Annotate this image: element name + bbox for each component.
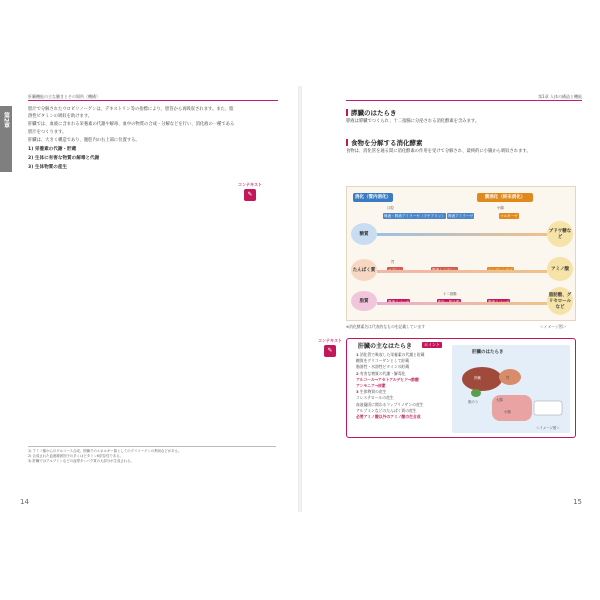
product-node: ブドウ糖など: [547, 221, 573, 247]
list-item: 2 有害な物質の代謝・解毒化: [356, 370, 406, 376]
left-body-text: [28, 106, 236, 173]
illustration-title: 肝臓のはたらき: [472, 350, 504, 355]
diagram-caption: ※消化酵素名は代表的なものを記載しています: [346, 324, 426, 329]
list-subitem: アンモニア→尿素: [356, 383, 386, 389]
context-note[interactable]: [238, 182, 262, 206]
flow-arrow: [377, 302, 547, 305]
organ-label: 胆のう: [468, 400, 479, 404]
section-title-pancreas: [346, 108, 397, 117]
paragraph: 肝臓は、大きく構造であり、腹腔内の右上部に位置する。: [28, 137, 140, 143]
left-page: [0, 86, 298, 512]
enzyme-box: 唾液・膵液アミラーゼ（プチアリン）: [384, 214, 445, 218]
context-note-label: コンテキスト: [318, 338, 342, 343]
organ-label: 大腸: [496, 398, 503, 402]
organ-label: 十二指腸: [443, 292, 457, 296]
footnote: 2) 合成された血液凝固因子の多くはビタミンK依存性である。: [28, 454, 123, 459]
list-subitem: アルブミンなどのたんぱく質の産生: [356, 407, 417, 413]
organ-label: 小腸: [504, 410, 511, 414]
paragraph: 胆汁で分解されたウロビリノーゲンは、デキストリン等の指標により、胆管から再吸収されます。また、脂溶性ビタミンの吸収を助けます。: [28, 107, 234, 120]
title-bar: [346, 139, 348, 146]
section-title-text: 膵臓のはたらき: [351, 109, 397, 117]
liver-function-list: [356, 352, 456, 420]
chapter-tab[interactable]: [0, 106, 12, 172]
page-number-right: 15: [573, 498, 582, 506]
section-text-pancreas: [346, 118, 576, 126]
paragraph: 食物は、消化管を通る間に消化酵素の作用を受けて分解され、最終的に小腸から吸収されます。: [346, 149, 531, 154]
context-note[interactable]: [318, 338, 342, 362]
header-rule: [346, 100, 582, 101]
footnote: 1) アミノ酸からのグルコース合成、肝臓でのエネルギー源としてのグリコーゲンの利用などがある。: [28, 449, 182, 453]
subheading: 2) 生体に有害な物質の解毒と代謝: [28, 156, 100, 162]
list-subitem: アルコール→アセトアルデヒド→酢酸: [356, 376, 419, 382]
organ-label: 胃: [391, 260, 395, 264]
organ-label: 口腔: [387, 206, 394, 210]
flow-arrow: [377, 270, 547, 273]
liver-illustration: [452, 345, 570, 433]
illustration-note: ＜イメージ図＞: [536, 426, 560, 430]
context-note-label: コンテキスト: [238, 182, 262, 187]
stomach-shape: [499, 369, 521, 385]
section-text-enzymes: [346, 148, 576, 156]
list-item: 1 消化管で吸収した栄養素の代謝と貯蔵: [356, 352, 425, 357]
header-rule: [28, 100, 278, 101]
paragraph: 膵液は膵臓でつくられ、十二指腸に分泌される消化酵素を含みます。: [346, 119, 480, 124]
nutrient-node: 脂質: [351, 291, 377, 311]
organ-label: 小腸: [497, 206, 504, 210]
section-title-enzymes: [346, 138, 423, 147]
flow-arrow: [377, 233, 547, 236]
callout-box: [534, 401, 562, 415]
enzyme-box: マルターゼ: [500, 214, 518, 218]
gallbladder-shape: [471, 389, 481, 397]
list-subitem: コレステロールの産生: [356, 395, 394, 401]
footnote: 3) 肝臓ではアルブミンなどの血漿タンパク質の大部分が生成される。: [28, 459, 134, 464]
product-node: 脂肪酸、グリセロールなど: [547, 287, 573, 315]
list-subitem: 血液凝固に関わるフィブリノゲンの産生: [356, 401, 424, 407]
page-number-left: 14: [20, 498, 29, 506]
liver-shape: [462, 367, 502, 391]
diagram-credit: ＜イメージ図＞: [540, 324, 567, 329]
list-subitem: 糖質をグリコーゲンとして貯蔵: [356, 358, 410, 364]
note-icon: ✎: [324, 345, 336, 357]
nutrient-node: 糖質: [351, 223, 377, 245]
diagram-header: 消化（管内消化）: [355, 195, 391, 200]
diagram-header: 膜消化（終末消化）: [477, 193, 533, 202]
list-subitem: 脂溶性・水溶性ビタミンの貯蔵: [356, 364, 410, 370]
enzyme-box: 膵液アミラーゼ: [448, 214, 474, 218]
subheading: 3) 生体物質の産生: [28, 165, 68, 171]
organ-label: 胃: [506, 376, 510, 380]
running-head-right: 第1章 人体の構造と機能: [538, 94, 582, 99]
note-icon: ✎: [244, 189, 256, 201]
digestive-organs-graphic: [452, 345, 570, 433]
product-node: アミノ酸: [547, 257, 573, 281]
digestion-diagram: [346, 186, 576, 321]
liver-box-title: 肝臓の主なはたらき: [358, 343, 413, 350]
section-title-text: 食物を分解する消化酵素: [351, 139, 423, 147]
list-item: 3 生体物質の産生: [356, 389, 387, 395]
title-bar: [346, 109, 348, 116]
subheading: 1) 栄養素の代謝・貯蔵: [28, 147, 77, 153]
list-subitem: 必要アミノ酸以外のアミノ酸の生合成: [356, 414, 421, 420]
paragraph: 肝臓では、血液に含まれる栄養素の代謝や解毒、血中の物質の合成・分解などを行い、消化液の一種である胆汁をつくります。: [28, 122, 235, 135]
organ-label: 肝臓: [474, 376, 481, 380]
running-head-left: 肝臓機能の主な働きとその場所（機構）: [28, 94, 100, 99]
nutrient-node: たんぱく質: [351, 259, 377, 281]
chapter-tab-label: 第2章: [2, 112, 10, 129]
point-badge: ポイント: [424, 342, 440, 347]
footnotes: [28, 446, 276, 465]
